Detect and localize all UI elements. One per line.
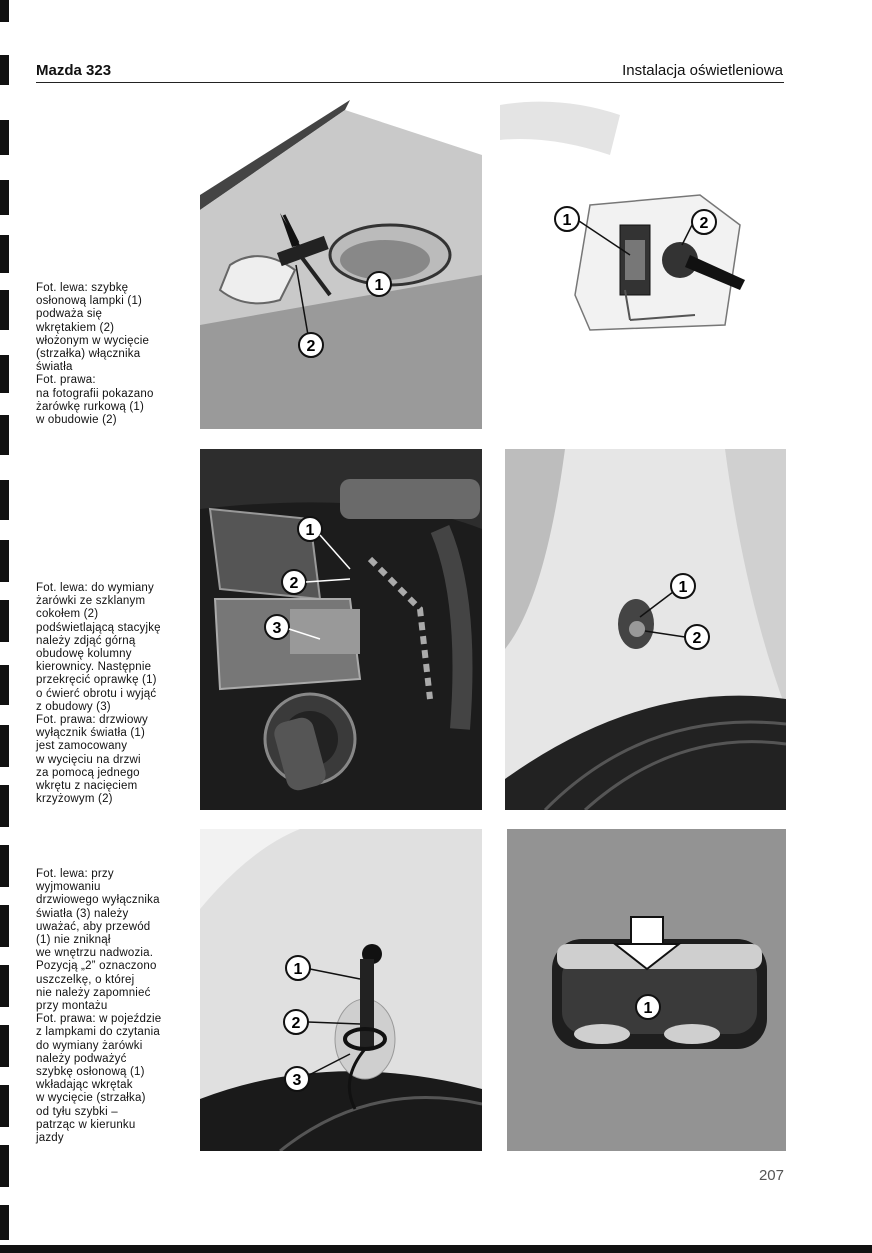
- photo-removed-door-switch: [200, 829, 482, 1151]
- binding-mark: [0, 180, 9, 215]
- header-title: Mazda 323: [36, 62, 112, 79]
- binding-mark: [0, 1085, 9, 1127]
- callout-label: 1: [293, 961, 303, 978]
- binding-mark: [0, 785, 9, 827]
- binding-mark: [0, 540, 9, 582]
- binding-mark: [0, 480, 9, 520]
- header-section: Instalacja oświetleniowa: [622, 62, 783, 79]
- binding-mark: [0, 1145, 9, 1187]
- callout-label: 2: [289, 575, 299, 592]
- callout-label: 2: [699, 215, 709, 232]
- binding-mark: [0, 665, 9, 705]
- binding-mark: [0, 0, 9, 22]
- binding-mark: [0, 290, 9, 330]
- binding-mark: [0, 415, 9, 455]
- photo-door-light-switch: [505, 449, 786, 810]
- binding-mark: [0, 55, 9, 85]
- callout-label: 2: [306, 338, 316, 355]
- header-rule: [36, 82, 784, 83]
- caption-3: Fot. lewa: przy wyjmowaniu drzwiowego wyłącznika światła (3) należy uważać, aby przewód (1) nie zniknął we wnętrzu nadwozia. Pozycją „2” oznaczono uszczelkę, o której nie należy zapomnieć przy montażu Fot. prawa: w pojeździe z lampkami do czytania do wymiany żarówki należy podważyć szybkę osłonową (1) wkładając wkrętak w wycięcie (strzałka) od tyłu szybki – patrząc w kierunku jazdy: [36, 868, 162, 1145]
- bottom-bar: [0, 1245, 872, 1253]
- binding-mark: [0, 1205, 9, 1240]
- binding-mark: [0, 905, 9, 947]
- caption-2: Fot. lewa: do wymiany żarówki ze szklanym cokołem (2) podświetlającą stacyjkę należy zdjąć górną obudowę kolumny kierownicy. Następnie przekręcić oprawkę (1) o ćwierć obrotu i wyjąć z obudowy (3) Fot. prawa: drzwiowy wyłącznik światła (1) jest zamocowany w wycięciu na drzwi za pomocą jednego wkrętu z nacięciem krzyżowym (2): [36, 582, 161, 806]
- callout-label: 1: [643, 1000, 653, 1017]
- page-number: 207: [758, 1167, 784, 1184]
- callout-label: 1: [305, 522, 315, 539]
- callout-label: 1: [374, 277, 384, 294]
- binding-mark: [0, 845, 9, 887]
- callout-label: 3: [292, 1072, 302, 1089]
- binding-mark: [0, 235, 9, 273]
- callout-label: 2: [291, 1015, 301, 1032]
- binding-mark: [0, 965, 9, 1007]
- binding-mark: [0, 1025, 9, 1067]
- callout-label: 2: [692, 630, 702, 647]
- caption-1: Fot. lewa: szybkę osłonową lampki (1) podważa się wkrętakiem (2) włożonym w wycięcie (strzałka) włącznika światła Fot. prawa: na fotografii pokazano żarówkę rurkową (1) w obudowie (2): [36, 282, 154, 427]
- callout-label: 3: [272, 620, 282, 637]
- callout-label: 1: [678, 579, 688, 596]
- binding-mark: [0, 725, 9, 767]
- photo-tube-bulb-housing: [500, 95, 786, 429]
- photo-interior-lamp-screwdriver: [200, 95, 482, 429]
- callout-label: 1: [562, 212, 572, 229]
- photo-ignition-lock-bulb: [200, 449, 482, 810]
- binding-mark: [0, 355, 9, 393]
- binding-mark: [0, 600, 9, 642]
- photo-reading-lamp: [507, 829, 786, 1151]
- binding-mark: [0, 120, 9, 155]
